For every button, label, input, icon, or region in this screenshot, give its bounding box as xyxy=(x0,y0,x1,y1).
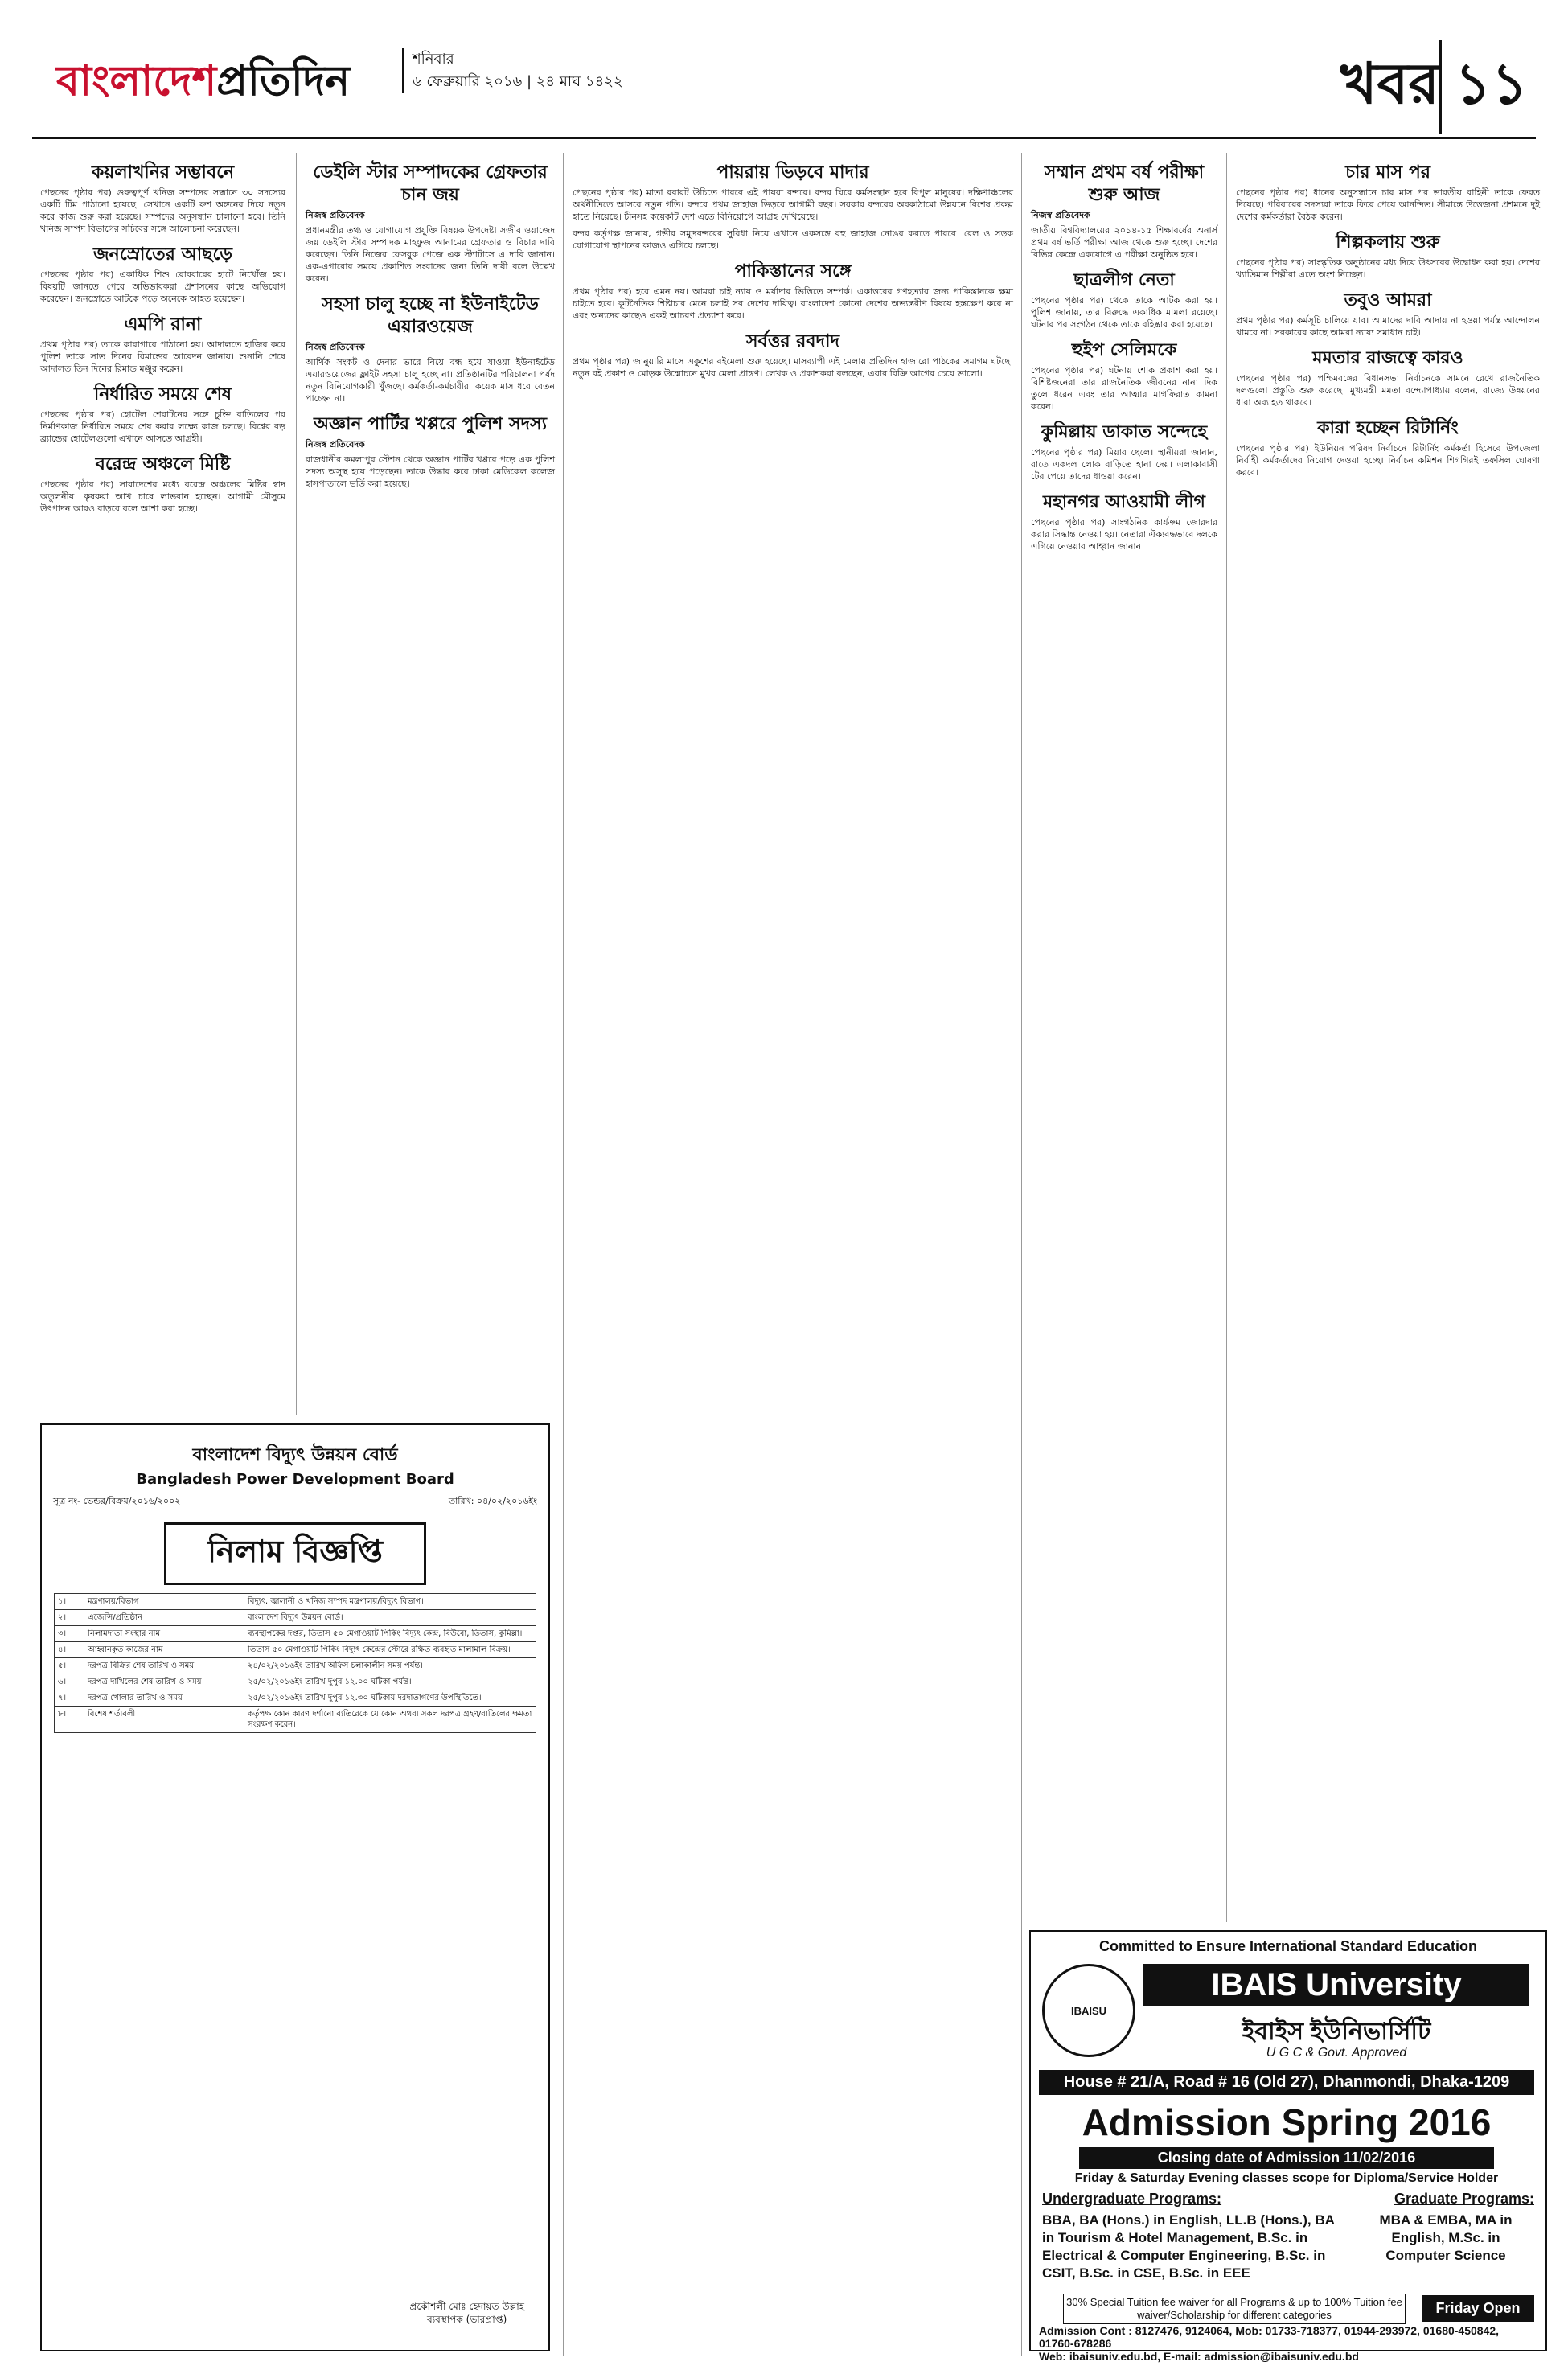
article-body: পেছনের পৃষ্ঠার পর) সাংগঠনিক কার্যক্রম জোরদার করার সিদ্ধান্ত নেওয়া হয়। নেতারা ঐক্যবদ্ধভাবে দলকে এগিয়ে নেওয়ার আহ্বান জানান। xyxy=(1031,517,1217,552)
headline: সম্মান প্রথম বর্ষ পরীক্ষা শুরু আজ xyxy=(1044,162,1205,205)
notice-row xyxy=(55,1626,536,1642)
article-body: বন্দর কর্তৃপক্ষ জানায়, গভীর সমুদ্রবন্দরের সুবিধা নিয়ে এখানে একসঙ্গে বহু জাহাজ নোঙর করতে পারবে। রেল ও সড়ক যোগাযোগ স্থাপনের কাজও এগিয়ে চলছে। xyxy=(573,228,1013,251)
admission-contact: Admission Cont : 8127476, 9124064, Mob: 01733-718377, 01944-293972, 01680-450842, 01760-678286 xyxy=(1039,2324,1500,2350)
headline: শিল্পকলায় শুরু xyxy=(1336,232,1440,253)
university-name-bn: ইবাইস ইউনিভার্সিটি xyxy=(1242,2019,1431,2045)
contact-info xyxy=(1039,2324,1534,2363)
column-1 xyxy=(40,153,285,520)
notice-cell-value: ২৪/০২/২০১৬ইং তারিখ অফিস চলাকালীন সময় পর্যন্ত। xyxy=(244,1658,536,1674)
masthead xyxy=(32,16,1536,139)
article-body: পেছনের পৃষ্ঠার পর) ঘটনায় শোক প্রকাশ করা হয়। বিশিষ্টজনেরা তার রাজনৈতিক জীবনের নানা দিক তুলে ধরেন এবং তার আত্মার মাগফিরাত কামনা করেন। xyxy=(1031,365,1217,412)
article-body: প্রথম পৃষ্ঠার পর) জানুয়ারি মাসে একুশের বইমেলা শুরু হয়েছে। মাসব্যাপী এই মেলায় প্রতিদিন হাজারো পাঠকের সমাগম ঘটছে। নতুন বই প্রকাশ ও মোড়ক উন্মোচনে মুখর মেলা প্রাঙ্গণ। লেখক ও প্রকাশকরা বলছেন, এবার বিক্রি আগের চেয়ে ভালো। xyxy=(573,356,1013,379)
headline: পাকিস্তানের সঙ্গে xyxy=(734,261,852,281)
graduate-programs: MBA & EMBA, MA in English, M.Sc. in Computer Science xyxy=(1379,2212,1513,2263)
notice-cell-value: তিতাস ৫০ মেগাওয়াট পিকিং বিদ্যুৎ কেন্দ্রের স্টোরে রক্ষিত ব্যবহৃত মালামাল বিক্রয়। xyxy=(244,1642,536,1658)
notice-row xyxy=(55,1642,536,1658)
crest-text: IBAISU xyxy=(1070,2004,1107,2017)
headline: পায়রায় ভিড়বে মাদার xyxy=(716,162,869,183)
notice-row xyxy=(55,1674,536,1690)
headline: অজ্ঞান পার্টির খপ্পরে পুলিশ সদস্য xyxy=(314,413,547,434)
notice-table xyxy=(54,1593,536,1733)
notice-cell-value: বিদ্যুৎ, জ্বালানী ও খনিজ সম্পদ মন্ত্রণালয়/বিদ্যুৎ বিভাগ। xyxy=(244,1594,536,1610)
notice-cell-no: ৪। xyxy=(55,1642,84,1658)
signature-block xyxy=(409,2300,524,2326)
headline: কুমিল্লায় ডাকাত সন্দেহে xyxy=(1041,421,1208,442)
article-body: পেছনের পৃষ্ঠার পর) থেকে তাকে আটক করা হয়। পুলিশ জানায়, তার বিরুদ্ধে একাধিক মামলা রয়েছে। ঘটনার পর সংগঠন থেকে তাকে বহিষ্কার করা হয়েছে। xyxy=(1031,295,1217,330)
article-body: প্রথম পৃষ্ঠার পর) হবে এমন নয়। আমরা চাই ন্যায় ও মর্যাদার ভিত্তিতে সম্পর্ক। একাত্তরের গণহত্যার জন্য পাকিস্তানকে ক্ষমা চাইতে হবে। কূটনৈতিক শিষ্টাচার মেনে চলাই সব দেশের দায়িত্ব। বাংলাদেশ কোনো দেশের অভ্যন্তরীণ বিষয়ে হস্তক্ষেপ করে না এবং অন্যদের কাছেও একই আচরণ প্রত্যাশা করে। xyxy=(573,286,1013,321)
signature-title: ব্যবস্থাপক (ভারপ্রাপ্ত) xyxy=(427,2314,507,2325)
date-block xyxy=(402,48,623,93)
notice-cell-no: ৮। xyxy=(55,1707,84,1733)
signature-name: প্রকৌশলী মোঃ হেদায়ত উল্লাহ xyxy=(409,2301,524,2312)
column-divider xyxy=(563,153,564,2356)
org-name-bn: বাংলাদেশ বিদ্যুৎ উন্নয়ন বোর্ড xyxy=(192,1445,398,1465)
admission-headline: Admission Spring 2016 xyxy=(1082,2101,1492,2143)
article-body: পেছনের পৃষ্ঠার পর) গুরুত্বপূর্ণ খনিজ সম্পদের সন্ধানে ৩০ সদস্যের একটি টিম পাঠানো হয়েছে। সেখানে একটি রুশ অঙ্গনের দিয়ে নতুন করে কাজ শুরু করা হয়েছে। সম্পদের অনুসন্ধান চালানো হবে। তিনি খনিজ সম্পদ বিভাগের সচিবের সঙ্গে আলোচনা করেছেন। xyxy=(40,187,285,234)
graduate-heading: Graduate Programs: xyxy=(1394,2191,1534,2207)
notice-cell-no: ৭। xyxy=(55,1690,84,1707)
article-body: পেছনের পৃষ্ঠার পর) মাতা রবারট উচিতে পারবে এই পায়রা বন্দরে। বন্দর ঘিরে কর্মসংস্থান হবে বিপুল মানুষের। দক্ষিণাঞ্চলের অর্থনীতিতে আসবে নতুন গতি। বন্দরে প্রথম জাহাজ ভিড়বে আগামী বছর। সরকার বন্দরের অবকাঠামো উন্নয়নে বিশেষ প্রকল্প হাতে নিয়েছে। চীনসহ কয়েকটি দেশ এতে বিনিয়োগে আগ্রহ দেখিয়েছে। xyxy=(573,187,1013,222)
undergraduate-heading: Undergraduate Programs: xyxy=(1042,2191,1222,2207)
headline: মহানগর আওয়ামী লীগ xyxy=(1043,491,1205,512)
evening-classes-note: Friday & Saturday Evening classes scope for Diploma/Service Holder xyxy=(1074,2171,1499,2185)
article-body: পেছনের পৃষ্ঠার পর) পশ্চিমবঙ্গের বিধানসভা নির্বাচনকে সামনে রেখে রাজনৈতিক দলগুলো প্রস্তুতি শুরু করেছে। মুখ্যমন্ত্রী মমতা বন্দ্যোপাধ্যায় বলেন, রাজ্যে উন্নয়নের ধারা অব্যাহত থাকবে। xyxy=(1236,373,1540,408)
byline: নিজস্ব প্রতিবেদক xyxy=(306,210,365,220)
university-name-en: IBAIS University xyxy=(1143,1964,1529,2006)
notice-row xyxy=(55,1658,536,1674)
column-divider xyxy=(1226,153,1227,1922)
undergraduate-programs: BBA, BA (Hons.) in English, LL.B (Hons.), BA in Tourism & Hotel Management, B.Sc. in Electrical & Computer Engineering, B.Sc. in CSIT, B.Sc. in CSE, B.Sc. in EEE xyxy=(1042,2212,1335,2281)
notice-cell-label: মন্ত্রণালয়/বিভাগ xyxy=(84,1594,244,1610)
auction-notice-ad xyxy=(40,1423,550,2351)
headline: জনস্রোতের আছড়ে xyxy=(93,244,232,265)
article-body: পেছনের পৃষ্ঠার পর) মিয়ার ছেলে। স্থানীয়রা জানান, রাতে একদল লোক বাড়িতে হানা দেয়। এলাকাবাসী টের পেয়ে তাদের ধাওয়া করেন। xyxy=(1031,447,1217,482)
headline: তবুও আমরা xyxy=(1344,290,1432,310)
article-body: জাতীয় বিশ্ববিদ্যালয়ের ২০১৪-১৫ শিক্ষাবর্ষের অনার্স প্রথম বর্ষ ভর্তি পরীক্ষা আজ থেকে শুরু হচ্ছে। দেশের বিভিন্ন কেন্দ্রে একযোগে এ পরীক্ষা অনুষ্ঠিত হবে। xyxy=(1031,225,1217,260)
byline: নিজস্ব প্রতিবেদক xyxy=(306,342,365,352)
memo-line xyxy=(53,1494,537,1509)
notice-cell-value: ২৫/০২/২০১৬ইং তারিখ দুপুর ১২.৩০ ঘটিকায় দরদাতাগণের উপস্থিতিতে। xyxy=(244,1690,536,1707)
article-body: পেছনের পৃষ্ঠার পর) সারাদেশের মধ্যে বরেন্দ্র অঞ্চলের মিষ্টির স্বাদ অতুলনীয়। কৃষকরা আখ চাষে লাভবান হচ্ছেন। আগামী মৌসুমে উৎপাদন আরও বাড়বে বলে আশা করা হচ্ছে। xyxy=(40,479,285,514)
headline: সহসা চালু হচ্ছে না ইউনাইটেড এয়ারওয়েজ xyxy=(322,294,539,337)
notice-cell-no: ৬। xyxy=(55,1674,84,1690)
article-body: প্রথম পৃষ্ঠার পর) কর্মসূচি চালিয়ে যাব। আমাদের দাবি আদায় না হওয়া পর্যন্ত আন্দোলন থামবে না। সরকারের কাছে আমরা ন্যায্য সমাধান চাই। xyxy=(1236,315,1540,338)
notice-row xyxy=(55,1610,536,1626)
byline: নিজস্ব প্রতিবেদক xyxy=(306,439,365,450)
headline: নির্ধারিত সময়ে শেষ xyxy=(94,384,232,405)
page-number: ১১ xyxy=(1439,40,1528,134)
notice-cell-value: ২৫/০২/২০১৬ইং তারিখ দুপুর ১২.০০ ঘটিকা পর্যন্ত। xyxy=(244,1674,536,1690)
date: ৬ ফেব্রুয়ারি ২০১৬ | ২৪ মাঘ ১৪২২ xyxy=(413,73,623,90)
notice-cell-no: ৫। xyxy=(55,1658,84,1674)
memo-number: সূত্র নং- ভেন্ডর/বিক্রয়/২০১৬/২০০২ xyxy=(53,1496,181,1506)
closing-date: Closing date of Admission 11/02/2016 xyxy=(1079,2147,1494,2169)
article-body: পেছনের পৃষ্ঠার পর) ইউনিয়ন পরিষদ নির্বাচনে রিটার্নিং কর্মকর্তা হিসেবে উপজেলা নির্বাহী কর্মকর্তাদের নিয়োগ দেওয়া হচ্ছে। নির্বাচন কমিশন শিগগিরই তফসিল ঘোষণা করবে। xyxy=(1236,443,1540,478)
notice-cell-no: ১। xyxy=(55,1594,84,1610)
column-5 xyxy=(1236,153,1540,483)
article-body: প্রথম পৃষ্ঠার পর) তাকে কারাগারে পাঠানো হয়। আদালতে হাজির করে পুলিশ তাকে সাত দিনের রিমান্ডের আবেদন জানায়। শুনানি শেষে আদালত তিন দিনের রিমান্ড মঞ্জুর করেন। xyxy=(40,339,285,374)
article-body: পেছনের পৃষ্ঠার পর) হোটেল শেরাটনের সঙ্গে চুক্তি বাতিলের পর নির্মাণকাজ নির্ধারিত সময়ে শেষ করার লক্ষ্যে কাজ চলছে। বিশ্বের বড় ব্র্যান্ডের হোটেলগুলো এখানে আসতে আগ্রহী। xyxy=(40,409,285,444)
column-divider xyxy=(296,153,297,1415)
memo-date: তারিখ: ০৪/০২/২০১৬ইং xyxy=(448,1496,537,1506)
article-body: প্রধানমন্ত্রীর তথ্য ও যোগাযোগ প্রযুক্তি বিষয়ক উপদেষ্টা সজীব ওয়াজেদ জয় ডেইলি স্টার সম্পাদক মাহফুজ আনামের গ্রেফতার ও বিচার দাবি করেছেন। তিনি নিজের ফেসবুক পেজে এক স্ট্যাটাসে এ দাবি জানান। এক-এগারোর সময়ে প্রকাশিত সংবাদের জন্য তিনি দায়ী বলে উল্লেখ করেন। xyxy=(306,225,555,284)
notice-row xyxy=(55,1594,536,1610)
notice-cell-value: বাংলাদেশ বিদ্যুৎ উন্নয়ন বোর্ড। xyxy=(244,1610,536,1626)
column-3 xyxy=(573,153,1013,384)
column-4 xyxy=(1031,153,1217,557)
weekday: শনিবার xyxy=(413,51,454,68)
org-name-en: Bangladesh Power Development Board xyxy=(136,1471,454,1488)
notice-cell-value: কর্তৃপক্ষ কোন কারণ দর্শানো ব্যতিরেকে যে কোন অথবা সকল দরপত্র গ্রহণ/বাতিলের ক্ষমতা সংরক্ষণ করেন। xyxy=(244,1707,536,1733)
notice-row xyxy=(55,1690,536,1707)
article-body: পেছনের পৃষ্ঠার পর) একাধিক শিশু রোববারের হাটে নিখোঁজ হয়। বিষয়টি জানতে পেরে অভিভাবকরা প্রশাসনের কাছে অভিযোগ করেছেন। জনস্রোতে আটকে পড়ে অনেকে আহত হয়েছেন। xyxy=(40,269,285,304)
headline: বরেন্দ্র অঞ্চলে মিষ্টি xyxy=(95,454,231,474)
headline: হুইপ সেলিমকে xyxy=(1071,339,1177,360)
web-email: Web: ibaisuniv.edu.bd, E-mail: admission@ibaisuniv.edu.bd xyxy=(1039,2350,1359,2363)
article-body: পেছনের পৃষ্ঠার পর) সাংস্কৃতিক অনুষ্ঠানের মধ্য দিয়ে উৎসবের উদ্বোধন করা হয়। দেশের খ্যাতিমান শিল্পীরা এতে অংশ নিচ্ছেন। xyxy=(1236,257,1540,280)
logo-part1: বাংলাদেশ xyxy=(56,56,217,105)
approval-text: U G C & Govt. Approved xyxy=(1266,2046,1407,2060)
notice-cell-value: ব্যবস্থাপকের দপ্তর, তিতাস ৫০ মেগাওয়াট পিকিং বিদ্যুৎ কেন্দ্র, বিউবো, তিতাস, কুমিল্লা। xyxy=(244,1626,536,1642)
headline: কয়লাখনির সম্ভাবনে xyxy=(91,162,235,183)
headline: মমতার রাজত্বে কারও xyxy=(1312,347,1463,368)
notice-cell-no: ২। xyxy=(55,1610,84,1626)
headline: ডেইলি স্টার সম্পাদকের গ্রেফতার চান জয় xyxy=(313,162,548,205)
notice-cell-label: নিলামদাতা সংস্থার নাম xyxy=(84,1626,244,1642)
column-2 xyxy=(306,153,555,495)
notice-cell-label: দরপত্র খোলার তারিখ ও সময় xyxy=(84,1690,244,1707)
byline: নিজস্ব প্রতিবেদক xyxy=(1031,210,1090,220)
notice-row xyxy=(55,1707,536,1733)
article-body: রাজধানীর কমলাপুর স্টেশন থেকে অজ্ঞান পার্টির খপ্পরে পড়ে এক পুলিশ সদস্য অসুস্থ হয়ে পড়েছেন। তাকে উদ্ধার করে ঢাকা মেডিকেল কলেজ হাসপাতালে ভর্তি করা হয়েছে। xyxy=(306,454,555,489)
article-body: পেছনের পৃষ্ঠার পর) ধানের অনুসন্ধানে চার মাস পর ভারতীয় বাহিনী তাকে ফেরত দিয়েছে। পরিবারের সদস্যরা তাকে ফিরে পেয়ে আনন্দিত। সীমান্তে উত্তেজনা প্রশমনে দুই দেশের কর্মকর্তারা বৈঠক করেন। xyxy=(1236,187,1540,222)
headline: কারা হচ্ছেন রিটার্নিং xyxy=(1317,417,1459,438)
notice-cell-label: আহ্বানকৃত কাজের নাম xyxy=(84,1642,244,1658)
article-body: আর্থিক সংকট ও দেনার ভারে নিয়ে বন্ধ হয়ে যাওয়া ইউনাইটেড এয়ারওয়েজের ফ্লাইট সহসা চালু হচ্ছে না। প্রতিষ্ঠানটির পরিচালনা পর্ষদ নতুন বিনিয়োগকারী খুঁজছে। কর্মকর্তা-কর্মচারীরা কয়েক মাস ধরে বেতন পাচ্ছেন না। xyxy=(306,357,555,404)
university-address: House # 21/A, Road # 16 (Old 27), Dhanmondi, Dhaka-1209 xyxy=(1039,2070,1534,2095)
friday-open-badge: Friday Open xyxy=(1422,2295,1534,2322)
headline: এমপি রানা xyxy=(124,314,202,335)
ibais-university-ad xyxy=(1029,1930,1547,2363)
ad-tagline: Committed to Ensure International Standard Education xyxy=(1098,1938,1478,1954)
logo-part2: প্রতিদিন xyxy=(216,56,351,105)
column-divider xyxy=(1021,153,1022,2356)
headline: চার মাস পর xyxy=(1345,162,1430,183)
notice-cell-label: দরপত্র বিক্রির শেষ তারিখ ও সময় xyxy=(84,1658,244,1674)
notice-title: নিলাম বিজ্ঞপ্তি xyxy=(164,1522,426,1585)
newspaper-logo xyxy=(56,48,350,118)
section-name: খবর xyxy=(1340,50,1439,117)
notice-cell-label: দরপত্র দাখিলের শেষ তারিখ ও সময় xyxy=(84,1674,244,1690)
headline: সর্বত্তর রবদাদ xyxy=(745,331,840,351)
university-crest xyxy=(1042,1964,1135,2057)
notice-cell-label: বিশেষ শর্তাবলী xyxy=(84,1707,244,1733)
notice-cell-no: ৩। xyxy=(55,1626,84,1642)
notice-cell-label: এজেন্সি/প্রতিষ্ঠান xyxy=(84,1610,244,1626)
headline: ছাত্রলীগ নেতা xyxy=(1073,269,1175,290)
tuition-waiver: 30% Special Tuition fee waiver for all Programs & up to 100% Tuition fee waiver/Scholarship for different categories xyxy=(1063,2294,1406,2324)
